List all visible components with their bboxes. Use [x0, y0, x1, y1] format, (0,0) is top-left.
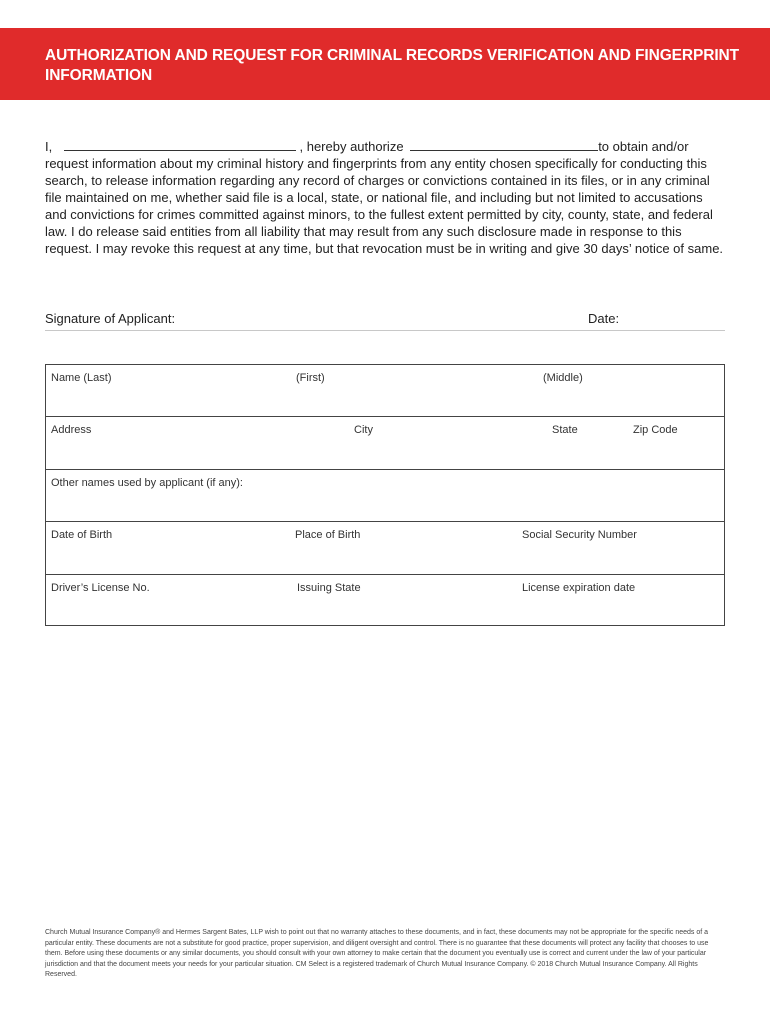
other-names-label: Other names used by applicant (if any):	[51, 476, 243, 489]
date-label: Date:	[588, 311, 620, 326]
authorized-party-blank[interactable]	[410, 138, 598, 151]
auth-mid: , hereby authorize	[299, 139, 404, 154]
address-label: Address	[51, 424, 92, 437]
auth-suffix: to obtain and/or	[598, 139, 689, 154]
auth-prefix: I,	[45, 139, 53, 154]
applicant-info-table	[45, 364, 725, 626]
birth-row[interactable]	[46, 522, 724, 574]
issuing-state-label: Issuing State	[297, 581, 361, 594]
name-row[interactable]	[46, 365, 724, 417]
applicant-name-blank[interactable]	[64, 138, 296, 151]
address-row[interactable]	[46, 417, 724, 469]
signature-label: Signature of Applicant:	[45, 311, 176, 326]
signature-row[interactable]	[45, 311, 725, 331]
ssn-label: Social Security Number	[522, 529, 637, 542]
license-expiration-label: License expiration date	[522, 581, 636, 594]
date-of-birth-label: Date of Birth	[51, 529, 113, 542]
footer-disclaimer: Church Mutual Insurance Company® and Hermes Sargent Bates, LLP wish to point out that no warranty attaches to these documents, and in fact, these documents may not be appropriate for the specific needs of a particular entity. These documents are not a substitute for good practice, proper supervision, and diligent oversight and control. There is no guarantee that these documents will protect any facility that chooses to use them. Before using these documents or any similar documents, you should consult with your own attorney to make certain that the document you eventually use is correct and current under the law of your particular jurisdiction and that the document meets your needs for your particular situation. CM Select is a registered trademark of Church Mutual Insurance Company. © 2018 Church Mutual Insurance Company. All Rights Reserved.	[45, 929, 709, 978]
document-title: AUTHORIZATION AND REQUEST FOR CRIMINAL RECORDS VERIFICATION AND FINGERPRINT INFORMATION	[45, 47, 740, 84]
first-name-label: (First)	[296, 372, 325, 384]
last-name-label: Name (Last)	[51, 372, 112, 384]
auth-body: request information about my criminal history and fingerprints from any entity chosen specifically for conducting this search, to release information regarding any record of charges or convictions contained in its files, or in any criminal file maintained on me, whether said file is a local, state, or national file, and including but not limited to accusations and convictions for crimes committed against minors, to the fullest extent permitted by city, county, state, and federal law. I do release said entities from all liability that may result from any such disclosure made in response to this request. I may revoke this request at any time, but that revocation must be in writing and give 30 days’ notice of same.	[45, 156, 724, 256]
other-names-row[interactable]	[46, 470, 724, 522]
authorization-paragraph	[45, 138, 725, 257]
license-row[interactable]	[46, 575, 724, 627]
zip-code-label: Zip Code	[633, 424, 678, 437]
place-of-birth-label: Place of Birth	[295, 529, 361, 542]
state-label: State	[552, 424, 578, 437]
drivers-license-label: Driver’s License No.	[51, 581, 150, 594]
middle-name-label: (Middle)	[543, 372, 583, 384]
city-label: City	[354, 424, 373, 437]
header-banner	[0, 28, 770, 100]
